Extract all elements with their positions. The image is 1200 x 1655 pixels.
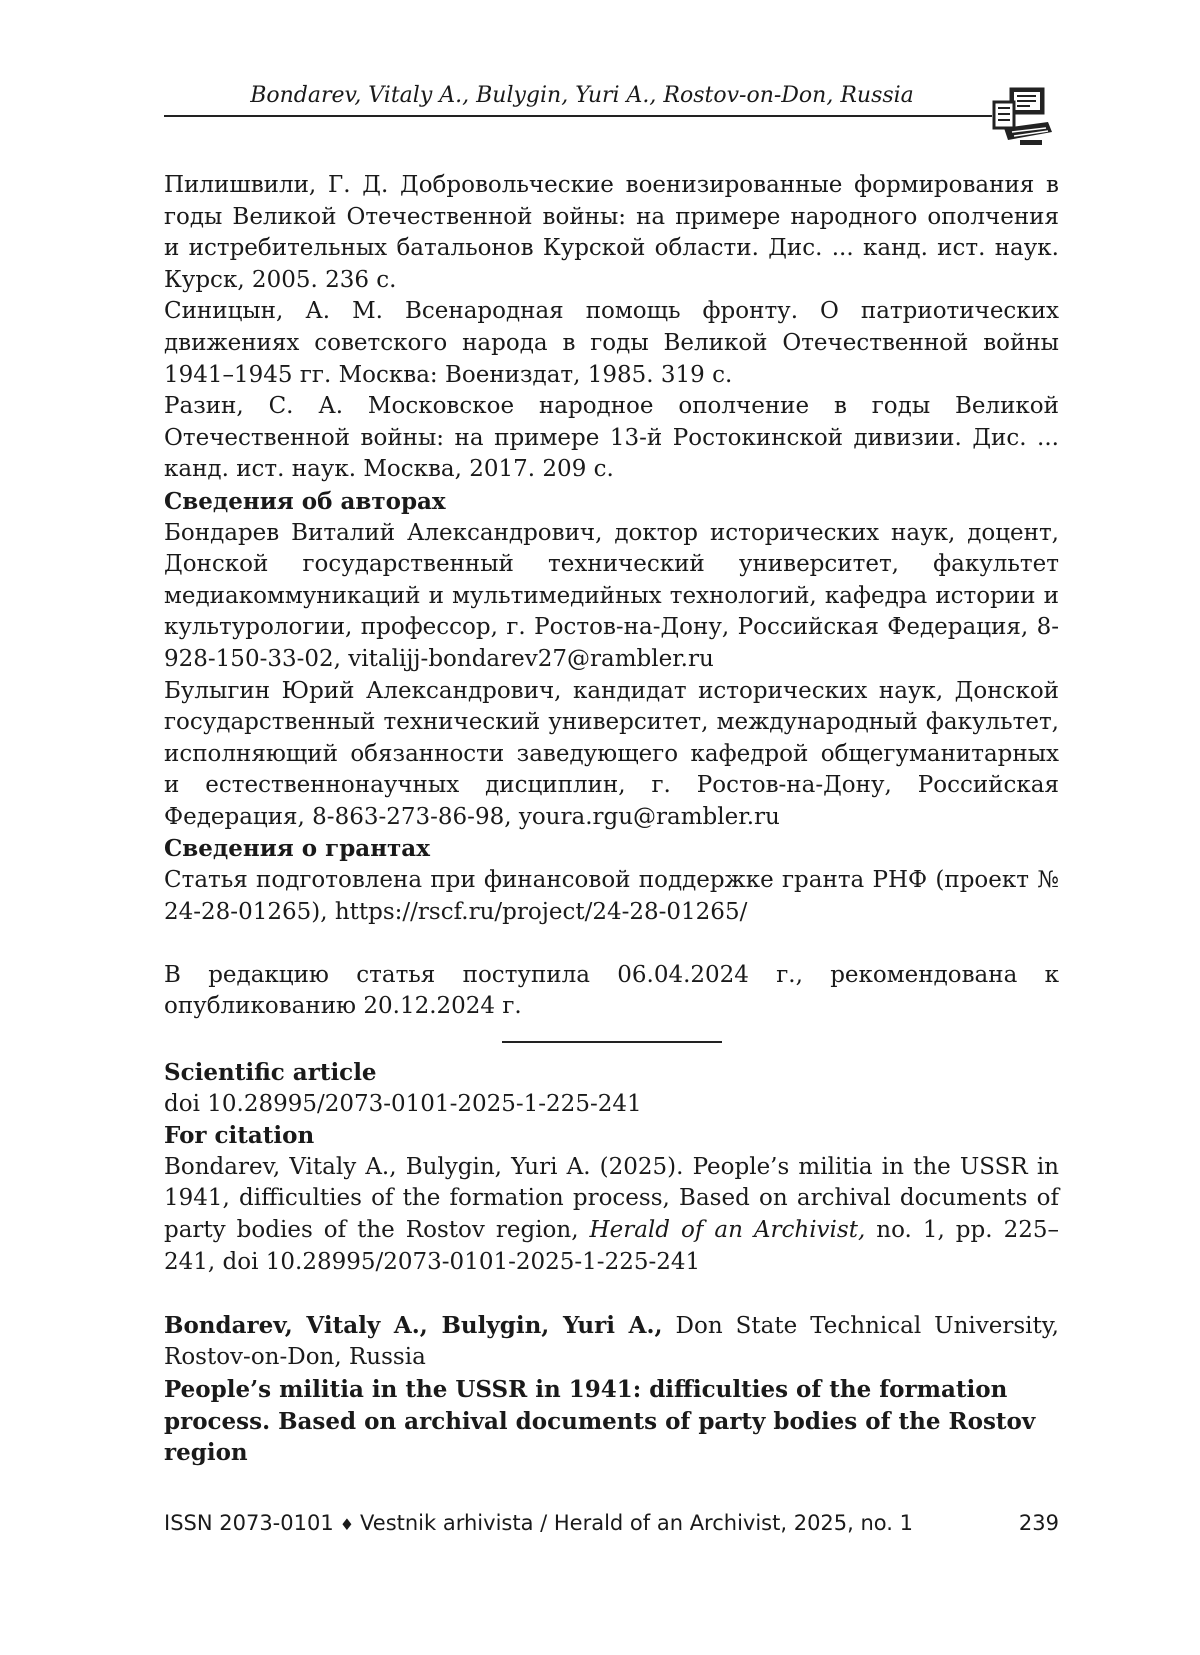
reference-2: Синицын, А. М. Всенародная помощь фронту. О патриотических движениях советского народа в годы Великой Отечественной войны 1941–1945 гг. Москва: Воениздат, 1985. 319 с. [164,298,1059,388]
citation [164,1152,1059,1278]
author-2-info: Булыгин Юрий Александрович, кандидат исторических наук, Донской государственный технический университет, международный факультет, исполняющий обязанности заведующего кафедрой общегуманитарных и естественнонаучных дисциплин, г. Ростов-на-Дону, Российская Федерация, 8-863-273-86-98, youra.rgu@rambler.ru [164,677,1059,830]
affiliation: Don State Technical University, Rostov-on-Don, Russia [164,1312,1059,1371]
computer-archive-logo-icon [990,84,1054,146]
citation-journal: Herald of an Archivist, [589,1217,866,1243]
authors-affiliation [164,1310,1059,1374]
reference-3: Разин, С. А. Московское народное ополчение в годы Великой Отечественной войны: на примере 13-й Ростокинской дивизии. Дис. ... канд. ист. наук. Москва, 2017. 209 с. [164,393,1059,483]
diamond-separator-icon: ♦ [339,1515,355,1534]
reference-1: Пилишвили, Г. Д. Добровольческие военизированные формирования в годы Великой Отечественной войны: на примере народного ополчения и истребительных батальонов Курской области. Дис. ... канд. ист. наук. Курск, 2005. 236 с. [164,172,1059,293]
grants-text: Статья подготовлена при финансовой поддержке гранта РНФ (проект № 24-28-01265), https://rscf.ru/project/24-28-01265/ [164,867,1059,925]
page-number: 239 [1018,1511,1059,1535]
article-type: Scientific article [164,1059,377,1087]
authors-names: Bondarev, Vitaly A., Bulygin, Yuri A., [164,1311,663,1339]
journal-name: Vestnik arhivista / Herald of an Archivist, 2025, no. 1 [360,1511,913,1535]
page-footer [164,1508,1059,1540]
footer-journal-info [164,1508,913,1540]
grants-heading: Сведения о грантах [164,835,430,863]
page-body [164,170,1059,1469]
received-note: В редакцию статья поступила 06.04.2024 г., рекомендована к опубликованию 20.12.2024 г. [164,961,1059,1020]
article-title: People’s militia in the USSR in 1941: difficulties of the formation process. Based on archival documents of party bodies of the Rostov region [164,1375,1036,1467]
citation-heading: For citation [164,1122,315,1150]
citation-pages: no. 1, pp. 225–241, doi 10.28995/2073-0101-2025-1-225-241 [164,1217,1059,1275]
running-head: Bondarev, Vitaly A., Bulygin, Yuri A., Rostov-on-Don, Russia [250,83,914,108]
issn: ISSN 2073-0101 [164,1511,334,1535]
section-divider [502,1041,722,1043]
author-1-info: Бондарев Виталий Александрович, доктор исторических наук, доцент, Донской государственный технический университет, факультет медиакоммуникаций и мультимедийных технологий, кафедра истории и культурологии, профессор, г. Ростов-на-Дону, Российская Федерация, 8-928-150-33-02, vitalijj-bondarev27@rambler.ru [164,519,1059,672]
citation-text: Bondarev, Vitaly A., Bulygin, Yuri A. (2025). People’s militia in the USSR in 1941, difficulties of the formation process, Based on archival documents of party bodies of the Rostov region, [164,1153,1059,1243]
doi: doi 10.28995/2073-0101-2025-1-225-241 [164,1090,642,1117]
header-rule [164,115,992,117]
authors-heading: Сведения об авторах [164,487,446,515]
